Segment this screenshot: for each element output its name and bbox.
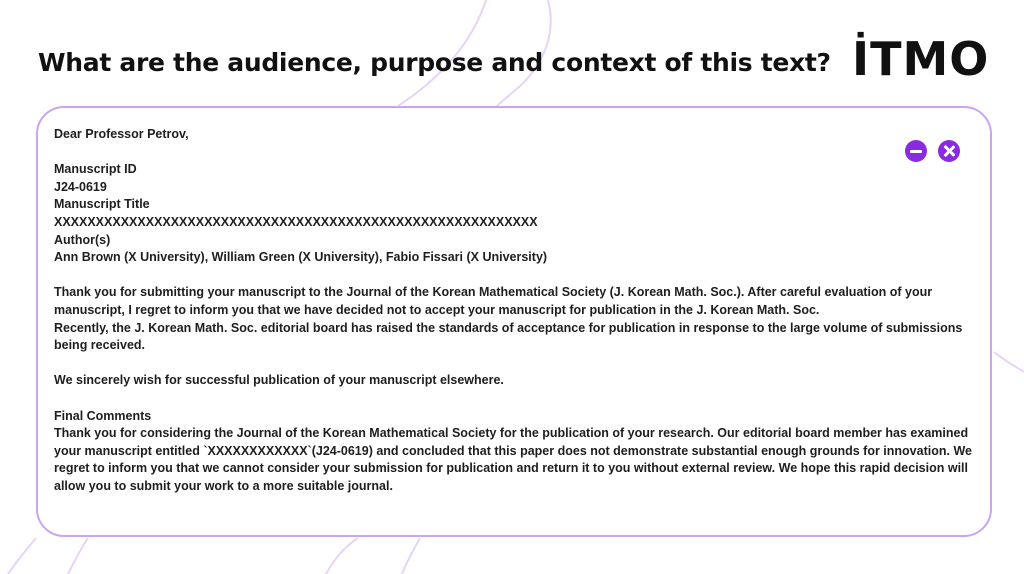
decision-paragraph: Thank you for submitting your manuscript to the Journal of the Korean Mathematical Society (J. Korean Math. Soc.). After careful evaluation of your manuscript, I regret to inform you that we have decided not to accept your manuscript for publication in the J. Korean Math. Soc. — [54, 285, 933, 317]
letter-greeting: Dear Professor Petrov, — [54, 127, 189, 141]
manuscript-id-label: Manuscript ID — [54, 162, 137, 177]
manuscript-id-value: J24-0619 — [54, 179, 107, 194]
authors-value: Ann Brown (X University), William Green (X University), Fabio Fissari (X University) — [54, 250, 548, 265]
manuscript-title-label: Manuscript Title — [54, 197, 150, 212]
spacer — [54, 390, 974, 408]
itmo-logo: İTMO — [852, 32, 990, 86]
spacer — [54, 144, 974, 162]
final-comments-text: Thank you for considering the Journal of the Korean Mathematical Society for the publication of your research. Our editorial board member has examined your manuscript entitled `XXXXXXXXXXXX`(J24-0619) and concluded that this paper does not demonstrate substantial enough grounds for innovation. We regret to inform you that we cannot consider your submission for publication and return it to you without external review. We hope this rapid decision will allow you to submit your work to a more suitable journal. — [54, 426, 972, 493]
spacer — [54, 267, 974, 285]
final-comments-label: Final Comments — [54, 408, 152, 423]
letter-body — [54, 126, 974, 495]
manuscript-title-value: XXXXXXXXXXXXXXXXXXXXXXXXXXXXXXXXXXXXXXXXXXXXXXXXXXXXXXXXXX — [54, 214, 538, 229]
wishes-paragraph: We sincerely wish for successful publication of your manuscript elsewhere. — [54, 373, 504, 388]
spacer — [54, 355, 974, 373]
slide-title: What are the audience, purpose and context of this text? — [38, 48, 831, 77]
letter-card — [36, 106, 992, 537]
authors-label: Author(s) — [54, 232, 111, 247]
standards-paragraph: Recently, the J. Korean Math. Soc. editorial board has raised the standards of acceptance for publication in response to the large volume of submissions being received. — [54, 320, 963, 353]
